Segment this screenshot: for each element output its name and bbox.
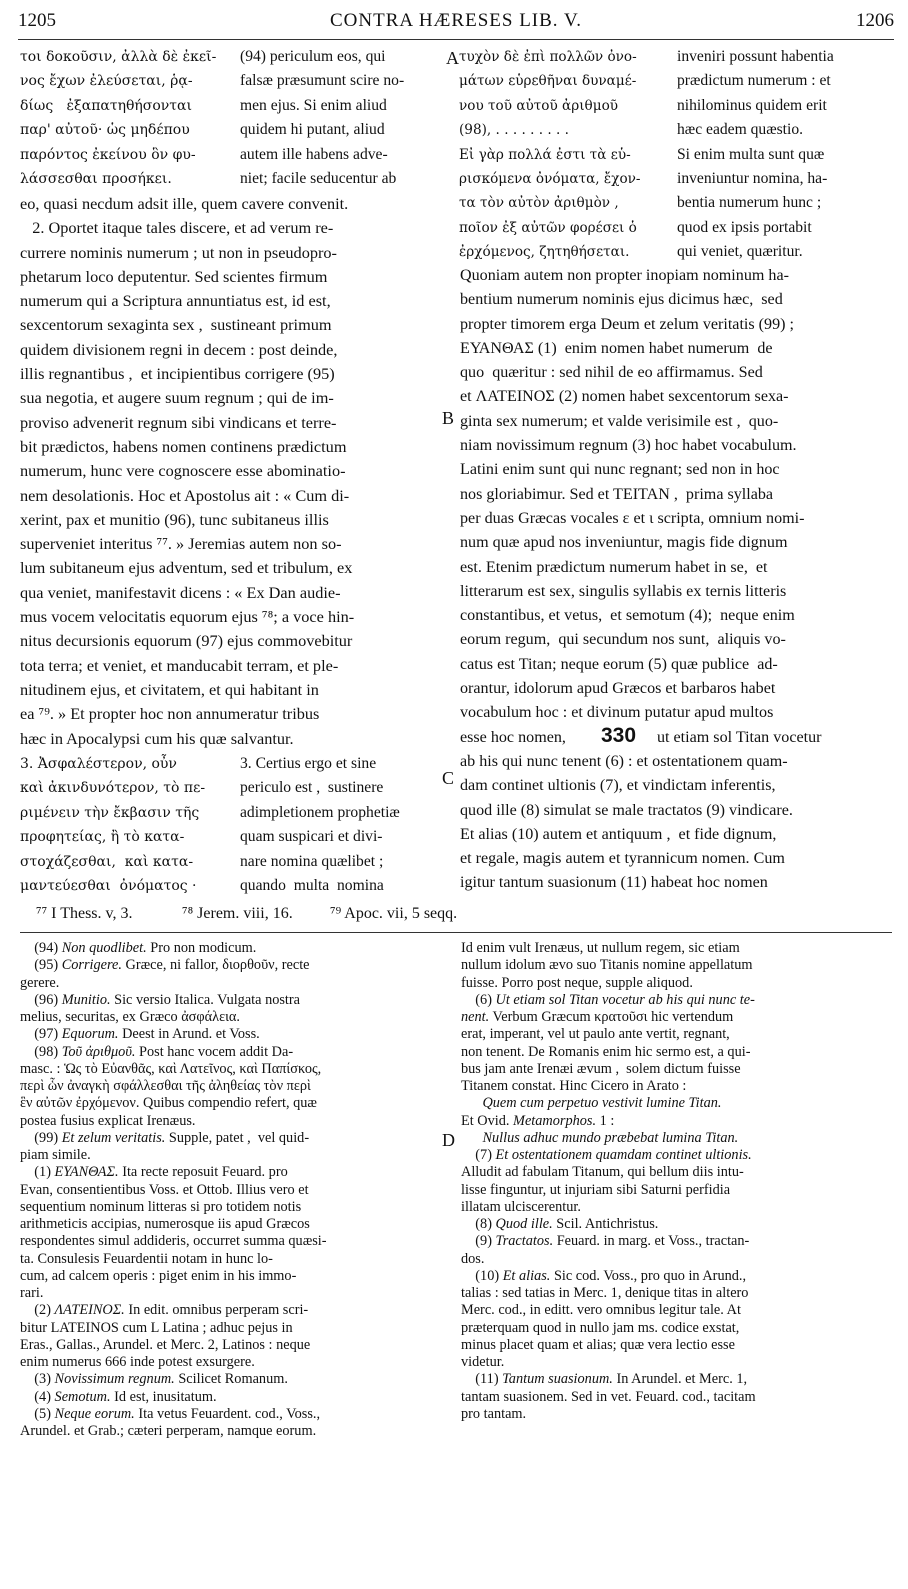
note-rest: Scil. Antichristus. (552, 1216, 659, 1232)
note-it: Nullus adhuc mundo præbebat lumina Titan. (482, 1129, 739, 1146)
note-lead: (11) (461, 1371, 503, 1388)
note-lead (461, 1095, 482, 1111)
note-lead: (9) (461, 1233, 496, 1250)
note-lead: Et Ovid. (461, 1112, 514, 1129)
note-rest: In edit. omnibus perperam scri- bitur LATEINOS cum L Latina ; adhuc pejus in Eras., Gallas., Arundel. et Merc. 2, Latinos : neque enim numerus 666 inde potest exsurgere. (20, 1302, 311, 1370)
editorial-note (20, 1026, 440, 1043)
note-it: Non quodlibet. (61, 940, 147, 956)
note-it: Ut etiam sol Titan vocetur ab his qui nunc te- nent. (461, 991, 755, 1025)
note-rest: Post hanc vocem addit Da- masc. : Ὡς τὸ Εὐανθᾶς, καὶ Λατεῖνος, καὶ Παπίσκος, περὶ ὧν ἀναγκὴ σφάλλεσθαι τῆς ἀληθείας τὸν περὶ ἓν αὐτῶν ἐρχόμενον. Quibus compendio refert, quæ postea fusius explicat Irenæus. (20, 1043, 322, 1129)
note-rest: Feuard. in marg. et Voss., tractan- dos. (461, 1233, 750, 1267)
editorial-note (20, 1044, 440, 1130)
note-lead: Id enim vult Irenæus, ut nullum regem, sic etiam nullum idolum ævo suo Titanis nomine appellatum fuisse. Porro post neque, supple aliquod. (461, 940, 753, 991)
note-lead: (6) (461, 991, 496, 1008)
latin-main-text-right-end: ab his qui nunc tenent (6) : et ostentationem quam- dam continet ultionis (7), et vindictam inferentis, quod ille (8) simulat se male tractatos (9) vindicare. Et alias (10) autem et antiquum , et fide dignum, et regale, magis autem et tyrannicum nomen. Cum igitur tantum suasionum (11) habeat hoc nomen (460, 753, 793, 892)
note-rest: Sic cod. Voss., pro quo in Arund., talias : sed tatias in Merc. 1, denique titas in altero Merc. cod., in editt. vero omnibus legitur tale. At præterquam quod in nullo jam ms. codice exstat, minus placet quam et alias; quæ vera lectio esse videtur. (461, 1267, 749, 1370)
editorial-note (20, 1406, 440, 1441)
editorial-note (20, 992, 440, 1027)
note-lead: (98) (20, 1043, 62, 1060)
editorial-note (20, 940, 440, 957)
editorial-note (461, 1095, 893, 1112)
latin-main-text-right: Quoniam autem non propter inopiam nominum ha- bentium numerum nominis ejus dicimus hæc, sed propter timorem erga Deum et zelum veritatis (99) ; ΕΥΑΝΘΑΣ (1) enim nomen habet numerum de quo quæritur : sed nihil de eo affirmamus. Sed et ΛΑΤΕΙΝΟΣ (2) nomen habet sexcentorum sexa- ginta sex numerum; et valde verisimile est , quo- niam novissimum regnum (3) hoc habet vocabulum. Latini enim sunt qui nunc regnant; sed non in hoc nos gloriabimur. Sed et TEITAN , prima syllaba per duas Græcas vocales ε et ι scripta, omnium nomi- num quæ apud nos inveniuntur, magis fide dignum est. Etenim prædictum numerum habet in se, et litterarum est sex, singulis syllabis ex ternis litteris constantibus, et vetus, et semotum (4); neque enim eorum regum, qui secundum nos sunt, aliquis vo- catus est Titan; neque eorum (5) quæ publice ad- orantur, idolorum apud Græcos et barbaros habet vocabulum hoc : et divinum putatur apud multos esse hoc nomen, (460, 267, 805, 746)
note-it: Novissimum regnum. (54, 1371, 175, 1388)
note-lead: (2) (20, 1302, 55, 1319)
note-rest: Supple, patet , vel quid- piam simile. (20, 1129, 310, 1163)
note-rest: 1 : (596, 1112, 615, 1129)
note-lead: (3) (20, 1371, 55, 1388)
greek-column-top: τοι δοκοῦσιν, ἀλλὰ δὲ ἐκεῖ- νος ἔχων ἐλεύσεται, ῥᾳ- δίως ἐξαπατηθήσονται παρ' αὐτοῦ· ὡς μηδέπου παρόντος ἐκείνου ὃν φυ- λάσσεσθαι προσήκει. (20, 49, 217, 188)
note-rest: In Arundel. et Merc. 1, tantam suasionem. Sed in vet. Feuard. cod., tacitam pro tantam. (461, 1371, 756, 1422)
note-it: Corrigere. (61, 957, 122, 974)
note-lead: (95) (20, 957, 62, 974)
greek-column-right: τυχὸν δὲ ἐπὶ πολλῶν ὀνο- μάτων εὑρεθῆναι δυναμέ- νου τοῦ αὐτοῦ ἀριθμοῦ (98), . . . . . . . . . Εἰ γὰρ πολλά ἐστι τὰ εὑ- ρισκόμενα ὀνόματα, ἔχον- τα τὸν αὐτὸν ἀριθμὸν , ποῖον ἐξ αὐτῶν φορέσει ὁ ἐρχόμενος, ζητηθήσεται. (459, 49, 641, 261)
editorial-note (20, 1164, 440, 1302)
latin-main-text-right-cont: ut etiam sol Titan vocetur (657, 729, 822, 746)
footnote-rule (20, 932, 892, 933)
note-it: ΛΑΤΕΙΝΟΣ. (54, 1302, 125, 1319)
page-number-left: 1205 (18, 10, 56, 31)
note-rest: Pro non modicum. (146, 940, 257, 956)
note-it: Τοῦ ἀριθμοῦ. (61, 1043, 136, 1060)
editorial-note (461, 1216, 893, 1233)
editorial-note (20, 1389, 440, 1406)
note-rest: Ita recte reposuit Feuard. pro Evan, consentientibus Voss. et Ottob. Illius vero et sequentium nominum litteras si pro totidem notis arithmeticis accipias, numerosque iis apud Græcos respondentes simul addideris, occurret summa quæsi- ta. Consulesis Feuardentii notam in hunc lo- cum, ad calcem operis : piget enim in his immo- rari. (20, 1164, 327, 1301)
editorial-note (461, 1268, 893, 1372)
note-rest: Alludit ad fabulam Titanum, qui bellum diis intu- lisse finguntur, ut injuriam sibi Saturni perfidia illatam ulciscerentur. (461, 1164, 744, 1215)
note-it: ΕΥΑΝΘΑΣ. (54, 1164, 119, 1181)
footnote-79: ⁷⁹ Apoc. vii, 5 seqq. (330, 905, 458, 922)
margin-marker-c: C (442, 768, 455, 788)
note-lead: (8) (461, 1216, 496, 1232)
note-lead: (4) (20, 1388, 55, 1405)
editorial-note (461, 1113, 893, 1130)
page-number-right: 1206 (856, 10, 894, 31)
editorial-note (461, 1371, 893, 1423)
note-lead: (96) (20, 991, 62, 1008)
note-rest: Sic versio Italica. Vulgata nostra melius, securitas, ex Græco ἀσφάλεια. (20, 991, 301, 1025)
note-rest: Scilicet Romanum. (174, 1371, 288, 1388)
editorial-note (461, 992, 893, 1096)
editorial-note (461, 940, 893, 992)
note-rest: Verbum Græcum κρατοῦσι hic vertendum erat, imperant, vel ut paulo ante vertit, regnant, non tenent. De Romanis enim hic sermo est, a qui- bus jam ante Irenæi ævum , solem dictum fuisse Titanem constat. Hinc Cicero in Arato : (461, 1009, 751, 1094)
latin-column-right: inveniri possunt habentia prædictum numerum : et nihilominus quidem erit hæc eadem quæstio. Si enim multa sunt quæ inveniuntur nomina, ha- bentia numerum hunc ; quod ex ipsis portabit qui veniet, quæritur. (677, 48, 834, 261)
editorial-note (20, 957, 440, 992)
note-rest: Id est, inusitatum. (110, 1388, 217, 1405)
note-it: Et ostentationem quamdam continet ultionis. (495, 1147, 752, 1163)
editorial-note (461, 1233, 893, 1268)
editorial-note (20, 1130, 440, 1165)
note-lead (461, 1130, 482, 1146)
note-lead: (97) (20, 1026, 62, 1043)
editorial-note (20, 1371, 440, 1388)
note-it: Tractatos. (495, 1233, 554, 1250)
margin-marker-d: D (442, 1130, 455, 1150)
margin-marker-b: B (442, 408, 455, 428)
header-rule (18, 39, 894, 40)
note-it: Metamorphos. (513, 1112, 597, 1129)
latin-column-top: (94) periculum eos, qui falsæ præsumunt scire no- men ejus. Si enim aliud quidem hi putant, aliud autem ille habens adve- niet; facile seducentur ab (240, 48, 405, 188)
footnote-78: ⁷⁸ Jerem. viii, 16. (182, 905, 293, 922)
note-lead: (7) (461, 1147, 496, 1163)
note-rest: Græce, ni fallor, διορθοῦν, recte gerere. (20, 957, 310, 991)
note-it: Munitio. (61, 991, 111, 1008)
running-title: CONTRA HÆRESES LIB. V. (330, 10, 582, 31)
note-lead: (5) (20, 1405, 55, 1422)
note-lead: (94) (20, 940, 62, 956)
note-lead: (99) (20, 1129, 62, 1146)
editorial-note (20, 1302, 440, 1371)
note-it: Tantum suasionum. (502, 1371, 613, 1388)
notes-column-left (20, 940, 440, 1440)
note-it: Semotum. (54, 1388, 111, 1405)
note-rest: Ita vetus Feuardent. cod., Voss., Arundel. et Grab.; cæteri perperam, namque eorum. (20, 1405, 321, 1439)
margin-page-number: 330 (601, 724, 637, 747)
editorial-note (461, 1130, 893, 1147)
latin-main-text-left: eo, quasi necdum adsit ille, quem cavere convenit. 2. Oportet itaque tales discere, et ad verum re- currere nominis numerum ; ut non in pseudopro- phetarum loco deputentur. Sed scientes firmum numerum qui a Scriptura annuntiatus est, id est, sexcentorum sexaginta sex , sustineant primum quidem divisionem regni in decem : post deinde, illis regnantibus , et incipientibus corrigere (95) sua negotia, et augere suum regnum ; qui de im- proviso advenerit regnum sibi vindicans et terre- bit prædictos, habens nomen continens prædictum numerum, hunc vere cognoscere esse abominatio- nem desolationis. Hoc et Apostolus ait : « Cum di- xerint, pax et munitio (96), tunc subitaneus illis superveniet interitus ⁷⁷. » Jeremias autem non so- lum subitaneum ejus adventum, sed et tribulum, ex qua veniet, manifestavit dicens : « Ex Dan audie- mus vocem velocitatis equorum ejus ⁷⁸; a voce hin- nitus decursionis equorum (97) ejus commovebitur tota terra; et veniet, et manducabit terram, et ple- nitudinem ejus, et civitatem, et qui habitant in ea ⁷⁹. » Et propter hoc non annumeratur tribus hæc in Apocalypsi cum his quæ salvantur. (20, 194, 355, 748)
margin-marker-a: A (446, 48, 459, 68)
note-it: Neque eorum. (54, 1405, 135, 1422)
note-lead: (1) (20, 1164, 55, 1181)
editorial-note (461, 1147, 893, 1216)
footnote-77: ⁷⁷ I Thess. v, 3. (36, 905, 133, 922)
note-it: Equorum. (61, 1026, 119, 1043)
note-it: Quod ille. (495, 1216, 553, 1232)
running-header (18, 10, 894, 36)
note-it: Et alias. (502, 1267, 551, 1284)
note-rest: Deest in Arund. et Voss. (118, 1026, 260, 1043)
note-it: Et zelum veritatis. (61, 1129, 166, 1146)
greek-column-bottom: 3. Ἀσφαλέστερον, οὖν καὶ ἀκινδυνότερον, τὸ πε- ριμένειν τὴν ἔκβασιν τῆς προφητείας, ἢ τὸ κατα- στοχάζεσθαι, καὶ κατα- μαντεύεσθαι ὀνόματος · (20, 756, 206, 895)
note-lead: (10) (461, 1267, 503, 1284)
note-it: Quem cum perpetuo vestivit lumine Titan. (482, 1095, 722, 1112)
notes-column-right (461, 940, 893, 1423)
latin-column-bottom: 3. Certius ergo et sine periculo est , sustinere adimpletionem prophetiæ quam suspicari et divi- nare nomina quælibet ; quando multa nomina (240, 755, 400, 895)
